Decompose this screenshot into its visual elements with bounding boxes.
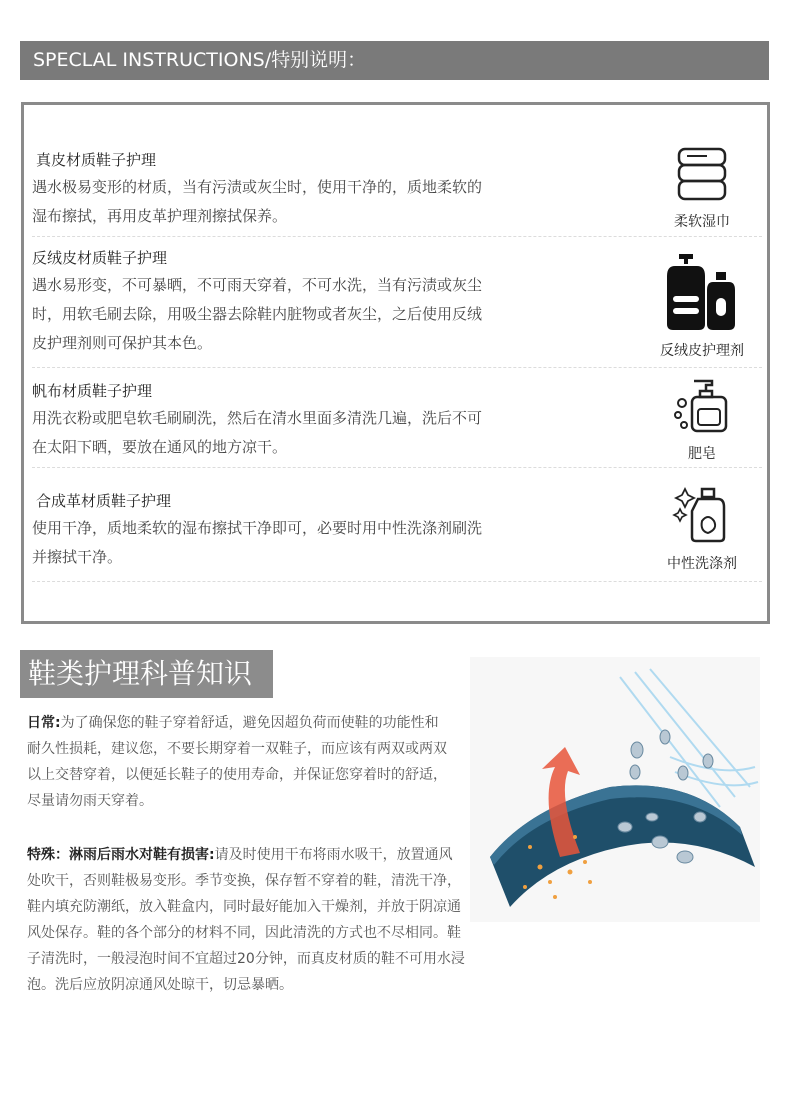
- pump-bottles-icon: [661, 252, 743, 332]
- special-line: 风处保存。鞋的各个部分的材料不同，因此清洗的方式也不尽相同。鞋: [27, 925, 461, 941]
- care-title: 帆布材质鞋子护理: [32, 382, 153, 400]
- daily-line: 耐久性损耗，建议您，不要长期穿着一双鞋子，而应该有两双或两双: [27, 741, 447, 757]
- special-care-paragraph: [27, 842, 487, 998]
- care-title: 反绒皮材质鞋子护理: [32, 249, 168, 267]
- care-icon-suede: [647, 252, 757, 360]
- care-line: 并擦拭干净。: [32, 548, 123, 566]
- special-line: 请及时使用干布将雨水吸干，放置通风: [214, 847, 453, 863]
- care-line: 时，用软毛刷去除，用吸尘器去除鞋内脏物或者灰尘，之后使用反绒: [32, 305, 483, 323]
- care-line: 在太阳下晒，要放在通风的地方凉干。: [32, 438, 288, 456]
- folded-towel-icon: [677, 147, 727, 203]
- daily-line: 为了确保您的鞋子穿着舒适，避免因超负荷而使鞋的功能性和: [60, 715, 439, 731]
- care-icon-leather: [647, 147, 757, 231]
- care-icon-label: 反绒皮护理剂: [660, 343, 744, 359]
- divider: [32, 236, 762, 237]
- daily-line: 尽量请勿雨天穿着。: [27, 793, 153, 809]
- care-line: 遇水极易变形的材质，当有污渍或灰尘时，使用干净的，质地柔软的: [32, 178, 483, 196]
- care-line: 皮护理剂则可保护其本色。: [32, 334, 213, 352]
- special-line: 子清洗时，一般浸泡时间不宜超过20分钟，而真皮材质的鞋不可用水浸: [27, 951, 465, 967]
- soap-dispenser-icon: [672, 375, 732, 435]
- daily-line: 以上交替穿着，以便延长鞋子的使用寿命，并保证您穿着时的舒适，: [27, 767, 447, 783]
- detergent-bottle-icon: [672, 485, 732, 545]
- care-icon-label: 柔软湿巾: [674, 214, 730, 230]
- instructions-header: SPECLAL INSTRUCTIONS/特别说明：: [20, 41, 769, 80]
- divider: [32, 367, 762, 368]
- care-instructions-box: [21, 102, 770, 624]
- special-line: 泡。洗后应放阴凉通风处晾干，切忌暴晒。: [27, 977, 293, 993]
- divider: [32, 581, 762, 582]
- special-line: 处吹干，否则鞋极易变形。季节变换，保存暂不穿着的鞋，清洗干净，: [27, 873, 461, 889]
- breathable-fabric-illustration: [470, 657, 760, 922]
- care-line: 使用干净，质地柔软的湿布擦拭干净即可，必要时用中性洗涤剂刷洗: [32, 519, 483, 537]
- care-title: 真皮材质鞋子护理: [36, 151, 157, 169]
- care-icon-label: 中性洗涤剂: [667, 556, 737, 572]
- care-icon-canvas: [647, 375, 757, 463]
- divider: [32, 467, 762, 468]
- care-line: 遇水易形变，不可暴晒，不可雨天穿着，不可水洗，当有污渍或灰尘: [32, 276, 483, 294]
- daily-lead: 日常:: [27, 715, 61, 731]
- care-title: 合成革材质鞋子护理: [36, 492, 172, 510]
- care-line: 湿布擦拭，再用皮革护理剂擦拭保养。: [32, 207, 288, 225]
- knowledge-title: 鞋类护理科普知识: [20, 650, 273, 698]
- care-line: 用洗衣粉或肥皂软毛刷刷洗，然后在清水里面多清洗几遍，洗后不可: [32, 409, 483, 427]
- special-lead: 特殊：淋雨后雨水对鞋有损害:: [27, 847, 215, 863]
- care-icon-label: 肥皂: [688, 446, 716, 462]
- daily-care-paragraph: [27, 710, 487, 814]
- special-line: 鞋内填充防潮纸，放入鞋盒内，同时最好能加入干燥剂，并放于阴凉通: [27, 899, 461, 915]
- care-icon-synthetic: [647, 485, 757, 573]
